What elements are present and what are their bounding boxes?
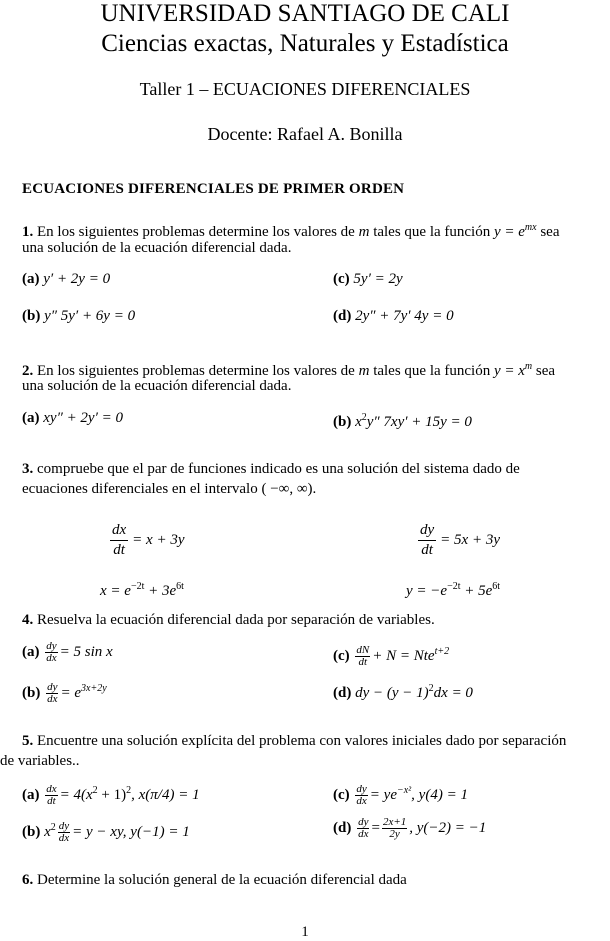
problem-1-item-d: (d) 2y″ + 7y′ 4y = 0 [333,308,454,324]
problem-2-line1: 2. En los siguientes problemas determine los valores de m tales que la función $y = x^m$ sea [22,361,556,379]
problem-2-line2: una solución de la ecuación diferencial dada. [22,378,292,394]
problem-5-line1: 5. Encuentre una solución explícita del problema con valores iniciales dado por separación [22,733,567,749]
course-title: Taller 1 – ECUACIONES DIFERENCIALES [139,79,471,99]
derivative-fraction: $\frac{dx}{dt}$ [112,522,127,558]
problem-number: 1. [22,224,34,240]
problem-4-item-a: (a) $\frac{dy}{dx}$ = 5 sin x [22,640,113,665]
problem-1-item-c: (c) 5y′ = 2y [333,271,403,287]
problem-1-item-a: (a) y′ + 2y = 0 [22,271,111,287]
problem-4-item-b: (b) $\frac{dy}{dx}$ = $e^{3x+2y}$ [22,681,107,706]
section-title: ECUACIONES DIFERENCIALES DE PRIMER ORDEN [22,181,405,197]
problem-4-line1: 4. Resuelva la ecuación diferencial dada por separación de variables. [22,612,435,628]
problem-number: 6. [22,872,34,888]
problem-1-line1: 1. En los siguientes problemas determine los valores de m tales que la función $y = e^{mx}$ sea [22,222,560,240]
page-number: 1 [301,924,309,940]
teacher-name: Docente: Rafael A. Bonilla [207,124,403,144]
faculty-title: Ciencias exactas, Naturales y Estadística [101,30,509,57]
problem-5-item-c: (c) $\frac{dy}{dx}$ = $ye^{-x^2}$, y(4) = 1 [333,783,468,808]
problem-4-item-c: (c) $\frac{dN}{dt}$ + N = Nte$^{t+2}$ [333,644,450,669]
problem-number: 2. [22,363,34,379]
problem-4-item-d: (d) dy − $(y - 1)^2dx = 0$ [333,683,473,701]
problem-number: 5. [22,733,34,749]
problem-2-item-a: (a) xy″ + 2y′ = 0 [22,410,123,426]
problem-6-line1: 6. Determine la solución general de la ecuación diferencial dada [22,872,407,888]
solution-y: $y = -e^{-2t} + 5e^{6t}$ [406,581,501,599]
problem-3-line1: 3. compruebe que el par de funciones indicado es una solución del sistema dado de [22,461,520,477]
university-title: UNIVERSIDAD SANTIAGO DE CALI [100,0,510,27]
derivative-fraction: $\frac{dy}{dt}$ [420,522,435,558]
problem-2-item-b: (b) $x^2y''$ 7xy′ + 15y = 0 [333,412,472,430]
problem-1-item-b: (b) y″ 5y′ + 6y = 0 [22,308,136,324]
problem-3-line2: ecuaciones diferenciales en el intervalo ( −∞, ∞). [22,481,317,497]
problem-number: 4. [22,612,34,628]
problem-5-item-d: (d) $\frac{dy}{dx}$ = $\frac{2x+1}{2y}$ , y(−2) = −1 [333,816,487,841]
solution-x: $x = e^{-2t} + 3e^{6t}$ [100,581,184,599]
problem-5-line2: de variables.. [0,753,80,769]
problem-5-item-b: (b) $x^2$ $\frac{dy}{dx}$ = y − xy, y(−1) = 1 [22,820,190,845]
system-equation-2: $\frac{dy}{dt}$ = 5x + 3y [420,522,500,558]
system-equation-1: $\frac{dx}{dt}$ = x + 3y [112,522,185,558]
problem-5-item-a: (a) $\frac{dx}{dt}$ = $4(x^2 + 1)^2$, x(π/4) = 1 [22,783,200,808]
problem-number: 3. [22,461,34,477]
problem-1-line2: una solución de la ecuación diferencial dada. [22,240,292,256]
